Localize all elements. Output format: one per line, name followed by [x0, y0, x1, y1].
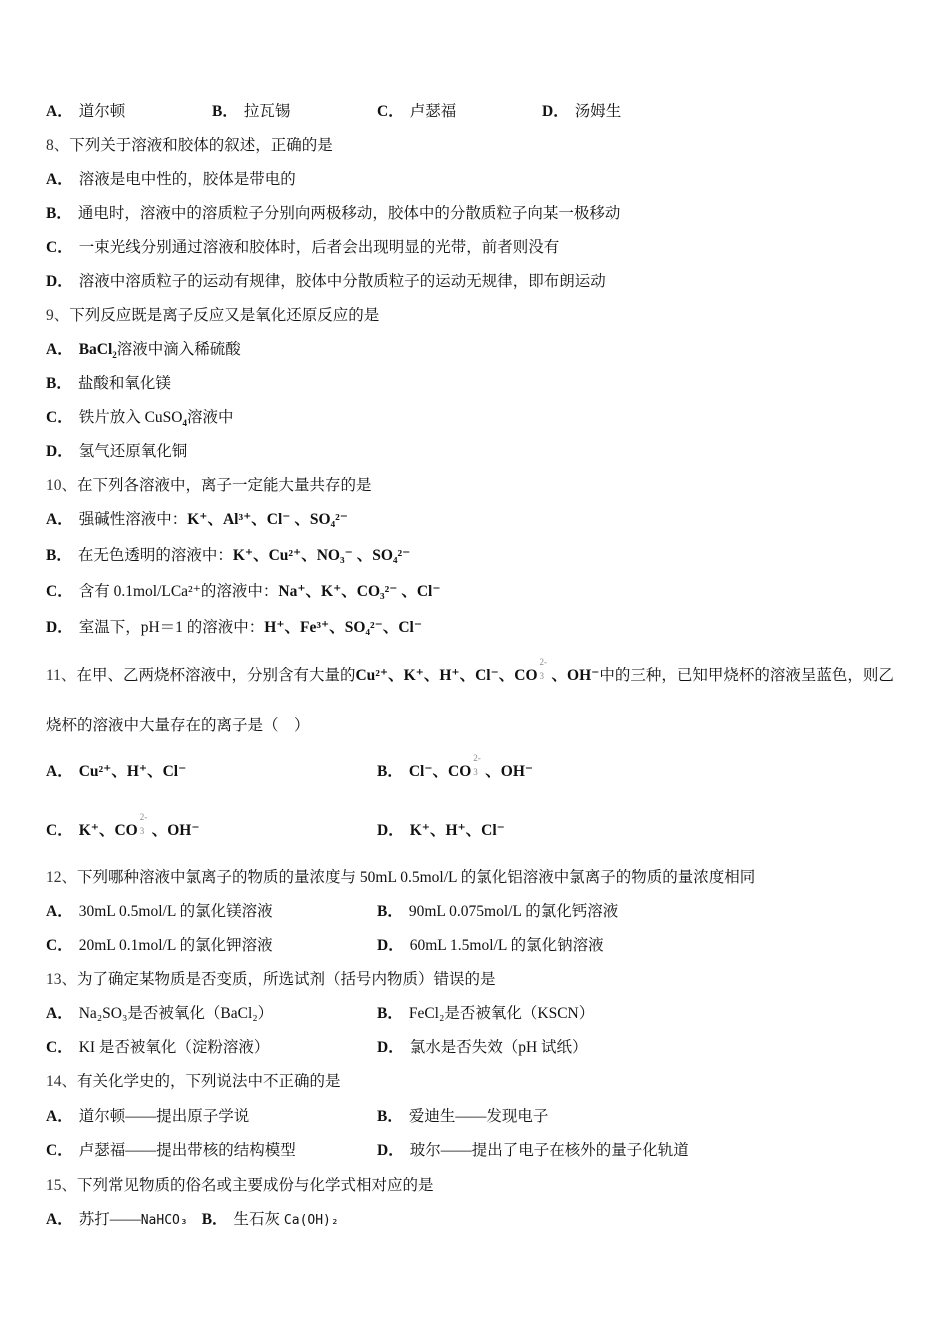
- q7-option-d: D． 汤姆生: [542, 103, 622, 120]
- q8-stem: 8、下列关于溶液和胶体的叙述，正确的是: [46, 137, 333, 154]
- q11-option-b: B． Cl⁻、CO 2- 3 、OH⁻: [377, 753, 534, 780]
- q9-option-b: B． 盐酸和氧化镁: [46, 375, 171, 392]
- q12-option-a: A． 30mL 0.5mol/L 的氯化镁溶液: [46, 903, 273, 920]
- q11-stem: 11、在甲、乙两烧杯溶液中，分别含有大量的Cu²⁺、K⁺、H⁺、Cl⁻、CO 2- 3 、OH⁻中的三种，已知甲烧杯的溶液呈蓝色，则乙: [46, 657, 894, 684]
- q8-option-b: B． 通电时，溶液中的溶质粒子分别向两极移动，胶体中的分散质粒子向某一极移动: [46, 205, 621, 222]
- q10-option-a: A． 强碱性溶液中：K⁺、Al³⁺、Cl⁻ 、SO₄²⁻: [46, 511, 348, 528]
- q15-stem: 15、下列常见物质的俗名或主要成份与化学式相对应的是: [46, 1177, 434, 1194]
- q12-option-c: C． 20mL 0.1mol/L 的氯化钾溶液: [46, 937, 273, 954]
- q7-option-b: B． 拉瓦锡: [212, 103, 291, 120]
- q8-option-a: A． 溶液是电中性的，胶体是带电的: [46, 171, 296, 188]
- carbonate-charge: 2- 3: [139, 812, 148, 836]
- q13-option-d: D． 氯水是否失效（pH 试纸）: [377, 1039, 588, 1056]
- q8-option-d: D． 溶液中溶质粒子的运动有规律，胶体中分散质粒子的运动无规律，即布朗运动: [46, 273, 606, 290]
- q14-option-c: C． 卢瑟福——提出带核的结构模型: [46, 1142, 296, 1159]
- q13-option-c: C． KI 是否被氧化（淀粉溶液）: [46, 1039, 270, 1056]
- q12-option-d: D． 60mL 1.5mol/L 的氯化钠溶液: [377, 937, 604, 954]
- q11-option-d: D． K⁺、H⁺、Cl⁻: [377, 822, 505, 839]
- q9-option-d: D． 氢气还原氧化铜: [46, 443, 188, 460]
- q11-option-c: C． K⁺、CO 2- 3 、OH⁻: [46, 812, 200, 839]
- q10-option-d: D． 室温下，pH＝1 的溶液中：H⁺、Fe³⁺、SO₄²⁻、Cl⁻: [46, 619, 423, 636]
- q15-options: A． 苏打——NaHCO₃ B． 生石灰 Ca(OH)₂: [46, 1211, 339, 1228]
- q8-option-c: C． 一束光线分别通过溶液和胶体时，后者会出现明显的光带，前者则没有: [46, 239, 560, 256]
- q10-option-c: C． 含有 0.1mol/LCa²⁺的溶液中：Na⁺、K⁺、CO₃²⁻ 、Cl⁻: [46, 583, 441, 600]
- q14-option-b: B． 爱迪生——发现电子: [377, 1108, 549, 1125]
- q10-stem: 10、在下列各溶液中，离子一定能大量共存的是: [46, 477, 372, 494]
- q12-stem: 12、下列哪种溶液中氯离子的物质的量浓度与 50mL 0.5mol/L 的氯化铝溶液中氯离子的物质的量浓度相同: [46, 869, 756, 886]
- q13-stem: 13、为了确定某物质是否变质，所选试剂（括号内物质）错误的是: [46, 971, 496, 988]
- q13-option-a: A． Na₂SO₃是否被氧化（BaCl₂）: [46, 1005, 274, 1022]
- q7-option-a: A． 道尔顿: [46, 103, 126, 120]
- q14-stem: 14、有关化学史的，下列说法中不正确的是: [46, 1073, 341, 1090]
- q11-option-a: A． Cu²⁺、H⁺、Cl⁻: [46, 763, 187, 780]
- q12-option-b: B． 90mL 0.075mol/L 的氯化钙溶液: [377, 903, 619, 920]
- q9-option-a: A． BaCl$_2$溶液中滴入稀硫酸: [46, 341, 241, 361]
- q10-option-b: B． 在无色透明的溶液中：K⁺、Cu²⁺、NO₃⁻ 、SO₄²⁻: [46, 547, 411, 564]
- q9-option-c: C． 铁片放入 CuSO$_4$溶液中: [46, 409, 234, 429]
- q7-option-c: C． 卢瑟福: [377, 103, 457, 120]
- q11-stem-line2: 烧杯的溶液中大量存在的离子是（ ）: [46, 717, 310, 734]
- q9-stem: 9、下列反应既是离子反应又是氧化还原反应的是: [46, 307, 380, 324]
- q14-option-d: D． 玻尔——提出了电子在核外的量子化轨道: [377, 1142, 689, 1159]
- q14-option-a: A． 道尔顿——提出原子学说: [46, 1108, 250, 1125]
- q13-option-b: B． FeCl₂是否被氧化（KSCN）: [377, 1005, 595, 1022]
- carbonate-charge: 2- 3: [473, 753, 481, 777]
- carbonate-charge: 2- 3: [539, 657, 548, 681]
